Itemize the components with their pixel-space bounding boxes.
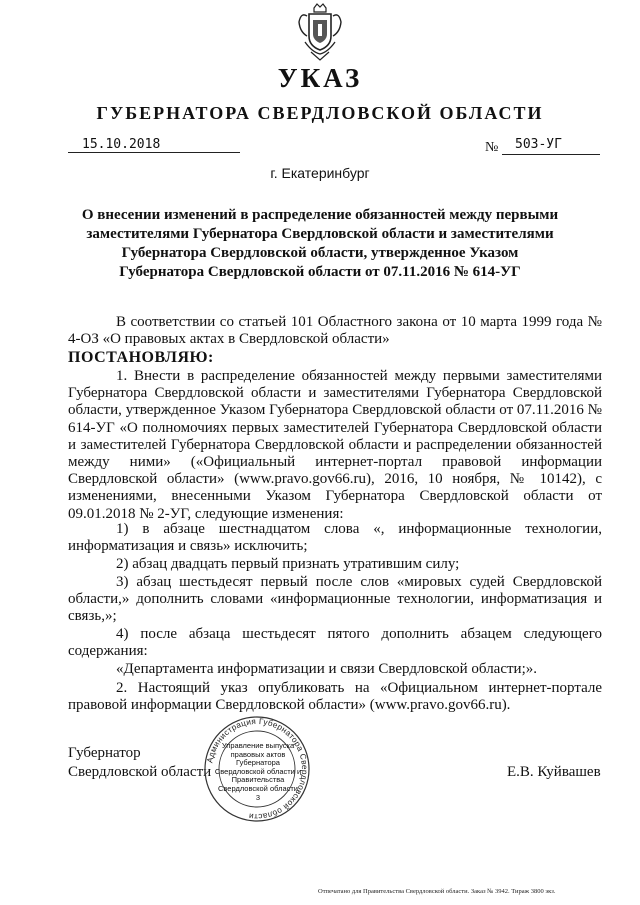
city: г. Екатеринбург [270,165,370,181]
seal-ring-text: Администрация Губернатора Свердловской области [205,716,310,822]
subitem-3: 3) абзац шестьдесят первый после слов «мировых судей Свердловской области,» дополнить словами «информационные технологии, информатизация и связь,»; [68,574,602,625]
decree-word: ПОСТАНОВЛЯЮ: [68,349,214,366]
subitem-2: 2) абзац двадцать первый признать утратившим силу; [116,556,460,572]
document-type: УКАЗ [277,63,363,93]
print-imprint: Отпечатано для Правительства Свердловской области. Заказ № 3942. Тираж 3800 экз. [318,888,556,895]
coat-of-arms-icon [297,2,343,62]
seal-center-text: Управление выпуска правовых актов Губернатора Свердловской области и Правительства Свердловской области 3 [214,741,302,802]
quote: «Департамента информатизации и связи Свердловской области;». [116,661,537,677]
document-number: 503-УГ [515,137,562,152]
subitem-1: 1) в абзаце шестнадцатом слова «, информационные технологии, информатизация и связь» исключить; [68,521,602,555]
signer-position [68,744,211,782]
document-title: О внесении изменений в распределение обязанностей между первыми заместителями Губернатора Свердловской области и заместителями Губернатора Свердловской области, утвержденное Указом Губернатора Свердловской области от 07.11.2016 № 614-УГ [81,207,559,280]
number-underline [502,154,600,155]
issuer-title: ГУБЕРНАТОРА СВЕРДЛОВСКОЙ ОБЛАСТИ [96,103,544,123]
signer-position-line-1: Губернатор [68,745,141,761]
number-sign: № [485,140,499,155]
item-2: 2. Настоящий указ опубликовать на «Официальном интернет-портале правовой информации Свердловской области» (www.pravo.gov66.ru). [68,680,602,714]
preamble: В соответствии со статьей 101 Областного закона от 10 марта 1999 года № 4-ОЗ «О правовых актах в Свердловской области» [68,314,602,348]
document-date: 15.10.2018 [82,137,161,152]
date-underline [68,152,240,153]
item-1: 1. Внести в распределение обязанностей между первыми заместителями Губернатора Свердловской области и заместителями Губернатора Свердловской области, утвержденное Указом Губернатора Свердловской области от 07.11.2016 № 614-УГ «О полномочиях первых заместителей Губернатора Свердловской области и заместителей Губернатора Свердловской области и распределении обязанностей между ними» («Официальный интернет-портал правовой информации Свердловской области» (www.pravo.gov66.ru), 2016, 10 ноября, № 10142), с изменениями, внесенными Указом Губернатора Свердловской области от 09.01.2018 № 2-УГ, следующие изменения: [68,368,602,522]
signer-position-line-2: Свердловской области [68,764,212,780]
subitem-4: 4) после абзаца шестьдесят пятого дополнить абзацем следующего содержания: [68,626,602,660]
seal-number: 3 [255,792,261,802]
signer-name: Е.В. Куйвашев [507,764,601,780]
